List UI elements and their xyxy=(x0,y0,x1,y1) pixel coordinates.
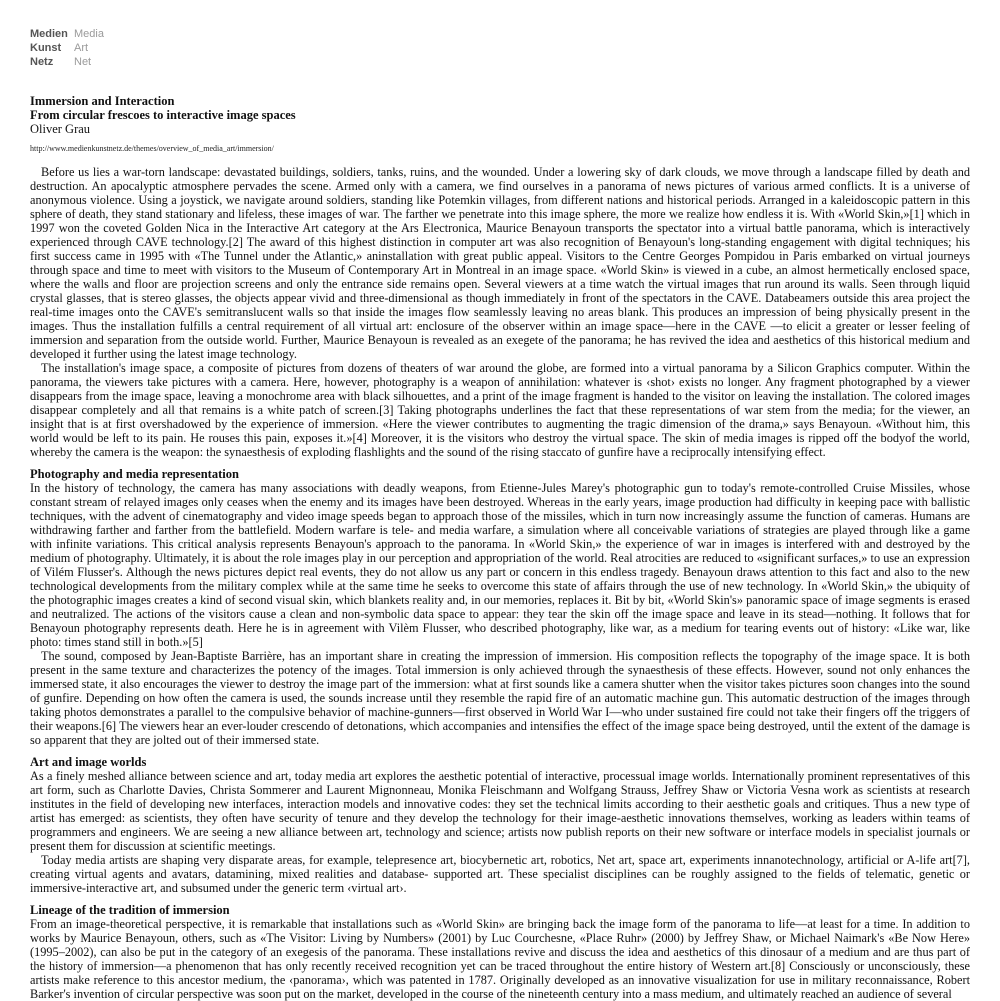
body-paragraph: The sound, composed by Jean-Baptiste Barrière, has an important share in creating the impression of immersion. His composition reflects the topography of the image space. It is both present in the same texture and characterizes the potency of the images. Total immersion is only achieved through the synaesthesis of these effects. However, sound not only enhances the immersed state, it also encourages the viewer to destroy the image part of the immersion: what at first sounds like a camera shutter when the visitor takes pictures soon changes into the sound of gunfire. Depending on how often the camera is used, the sounds increase until they resemble the rapid fire of an automatic machine gun. This automatic destruction of the images through taking photos demonstrates a parallel to the compulsive behavior of machine-gunners—first observed in World War I—who under sustained fire could not take their fingers off the triggers of their weapons.[6] The viewers hear an ever-louder crescendo of detonations, which accompanies and intensifies the effect of the image space being destroyed, until the extent of the damage is so apparent that they are jolted out of their immersed state. xyxy=(30,649,970,747)
article-header xyxy=(30,94,970,136)
section-heading: Art and image worlds xyxy=(30,755,147,769)
logo-word-en: Media xyxy=(74,28,104,40)
article-subtitle: From circular frescoes to interactive image spaces xyxy=(30,108,296,122)
logo-word-de: Kunst xyxy=(30,42,62,54)
article-body xyxy=(30,94,970,1001)
logo-word-en: Art xyxy=(74,42,89,54)
article-author: Oliver Grau xyxy=(30,122,91,136)
body-paragraph: From an image-theoretical perspective, it is remarkable that installations such as «World Skin» are bringing back the image form of the panorama to life—at least for a time. In addition to works by Maurice Benayoun, others, such as «The Visitor: Living by Numbers» (2001) by Luc Courchesne, «Place Ruhr» (2000) by Jeffrey Shaw, or Michael Naimark's «Be Now Here» (1995–2002), can also be put in the category of an exegesis of the panorama. These installations revive and discuss the idea and aesthetics of this dinosaur of a medium and are thus part of the history of immersion—a phenomenon that has only recently received recognition yet can be traced throughout the entire history of Western art.[8] Consciously or unconsciously, these artists make reference to this ancestor medium, the ‹panorama›, which was patented in 1787. Originally developed as an innovative visualization for use in military reconnaissance, Robert Barker's invention of circular perspective was soon put on the market, developed in the course of the nineteenth century into a mass medium, and ultimately reached an audience of several xyxy=(30,917,970,1001)
article-title: Immersion and Interaction xyxy=(30,94,175,108)
site-logo[interactable] xyxy=(30,28,104,69)
section-heading: Lineage of the tradition of immersion xyxy=(30,903,230,917)
body-paragraph: Today media artists are shaping very disparate areas, for example, telepresence art, biocybernetic art, robotics, Net art, space art, experiments innanotechnology, artificial or A-life art[7], creating virtual agents and avatars, datamining, mixed realities and database- supported art. These specialist disciplines can be roughly assigned to the fields of telematic, genetic or immersive-interactive art, and subsumed under the generic term ‹virtual art›. xyxy=(30,853,970,895)
body-paragraph: In the history of technology, the camera has many associations with deadly weapons, from Etienne-Jules Marey's photographic gun to today's remote-controlled Cruise Missiles, whose constant stream of relayed images only ceases when the enemy and its images have been destroyed. Whereas in the early years, image production had difficulty in keeping pace with ballistic techniques, with the advent of cinematography and video image speeds began to approach those of the missiles, which in turn now increasingly assume the function of cameras. Humans are withdrawing farther and farther from the battlefield. Modern warfare is tele- and media warfare, a simulation where all conceivable variations of strategies are played through like a game with infinite variations. This critical analysis represents Benayoun's approach to the panorama. In «World Skin,» the experience of war in images is interfered with and destroyed by the medium of photography. Ultimately, it is about the role images play in our perception and appropriation of the world. Real atrocities are reduced to «significant surfaces,» to use an expression of Vilém Flusser's. Although the news pictures depict real events, they do not allow us any part or concern in this endless tragedy. Benayoun draws attention to this fact and also to the new technological developments from the military complex while at the same time he seeks to overcome this state of affairs through the use of new technology. In «World Skin,» the ubiquity of the photographic images creates a kind of second visual skin, which blankets reality and, in our memories, replaces it. Bit by bit, «World Skin's» panoramic space of image segments is erased and neutralized. The actions of the visitors cause a clean and non-symbolic data space to appear: they tear the skin off the image space and leave in its stead—nothing. It follows that for Benayoun photography represents death. Here he is in agreement with Vilèm Flusser, who described photography, like war, as a medium for tearing events out of history: «Like war, like photo: times stand still in both.»[5] xyxy=(30,481,970,649)
logo-word-de: Medien xyxy=(30,28,68,40)
body-paragraph: As a finely meshed alliance between science and art, today media art explores the aesthetic potential of interactive, processual image worlds. Internationally prominent representatives of this art form, such as Charlotte Davies, Christa Sommerer and Laurent Mignonneau, Monika Fleischmann and Wolfgang Strauss, Jeffrey Shaw or Victoria Vesna work as scientists at research institutes in the field of developing new interfaces, interaction models and innovative codes: they set the technical limits according to their aesthetic goals and critiques. Thus a new type of artist has emerged: as scientists, they often have security of tenure and they develop the technology for their image-aesthetic innovations themselves, working as leaders within teams of programmers and engineers. We are seeing a new alliance between art, technology and science; artists now publish reports on their new software or interface models in specialist journals or present them for discussion at scientific meetings. xyxy=(30,769,970,853)
logo-word-de: Netz xyxy=(30,56,54,68)
source-url: http://www.medienkunstnetz.de/themes/overview_of_media_art/immersion/ xyxy=(30,144,274,153)
body-paragraph: Before us lies a war-torn landscape: devastated buildings, soldiers, tanks, ruins, and the wounded. Under a lowering sky of dark clouds, we move through a landscape filled by death and destruction. An apocalyptic atmosphere pervades the scene. Armed only with a camera, we find ourselves in a panorama of news pictures of various armed conflicts. It is a universe of anonymous violence. Using a joystick, we navigate around soldiers, standing like Potemkin villages, from different nations and historical periods. Arranged in a kaleidoscopic pattern in this sphere of death, they stand stationary and lifeless, these images of war. The farther we penetrate into this image sphere, the more we realize how endless it is. With «World Skin,»[1] which in 1997 won the coveted Golden Nica in the Interactive Art category at the Ars Electronica, Maurice Benayoun transports the spectator into a virtual battle panorama, which is interactively experienced through CAVE technology.[2] The award of this highest distinction in computer art was also recognition of Benayoun's long-standing engagement with digital techniques; his first success came in 1995 with «The Tunnel under the Atlantic,» aninstallation with great public appeal. Visitors to the Centre Georges Pompidou in Paris embarked on virtual journeys through space and time to meet with visitors to the Museum of Contemporary Art in Montreal in an image space. «World Skin» is viewed in a cube, an almost hermetically enclosed space, where the walls and floor are projection screens and only the entrance side remains open. Several viewers at a time watch the virtual images that run around its walls. Seen through liquid crystal glasses, that is stereo glasses, the objects appear vivid and three-dimensional as though immediately in front of the spectators in the CAVE. Databeamers outside this area project the real-time images onto the CAVE's semitranslucent walls so that inside the images flow seamlessly leaving no areas blank. This produces an impression of being physically present in the images. Thus the installation fulfills a central requirement of all virtual art: enclosure of the observer within an image space—here in the CAVE —to elicit a greater or lesser feeling of immersion and separation from the outside world. Further, Maurice Benayoun is revealed as an exegete of the panorama; he has revived the idea and aesthetics of this historical medium and developed it further using the latest image technology. xyxy=(30,165,970,361)
section-heading: Photography and media representation xyxy=(30,467,239,481)
body-paragraph: The installation's image space, a composite of pictures from dozens of theaters of war around the globe, are formed into a virtual panorama by a Silicon Graphics computer. Within the panorama, the viewers take pictures with a camera. Here, however, photography is a weapon of annihilation: whatever is ‹shot› exists no longer. Any fragment photographed by a viewer disappears from the image space, leaving a monochrome area with black silhouettes, and a print of the image fragment is handed to the visitor on leaving the installation. The colored images disappear completely and all that remains is a white patch of screen.[3] Taking photographs underlines the fact that these representations of war stem from the media; for the viewer, an insight that is at first overshadowed by the experience of immersion. «Here the viewer contributes to augmenting the tragic dimension of the drama,» says Benayoun. «Without him, this world would be left to its pain. He rouses this pain, exposes it.»[4] Moreover, it is the visitors who destroy the virtual space. The skin of media images is ripped off the bodyof the world, whereby the camera is the weapon: the synaesthesis of exploding flashlights and the sound of the rising staccato of gunfire have a reciprocally intensifying effect. xyxy=(30,361,970,459)
logo-word-en: Net xyxy=(74,56,92,68)
